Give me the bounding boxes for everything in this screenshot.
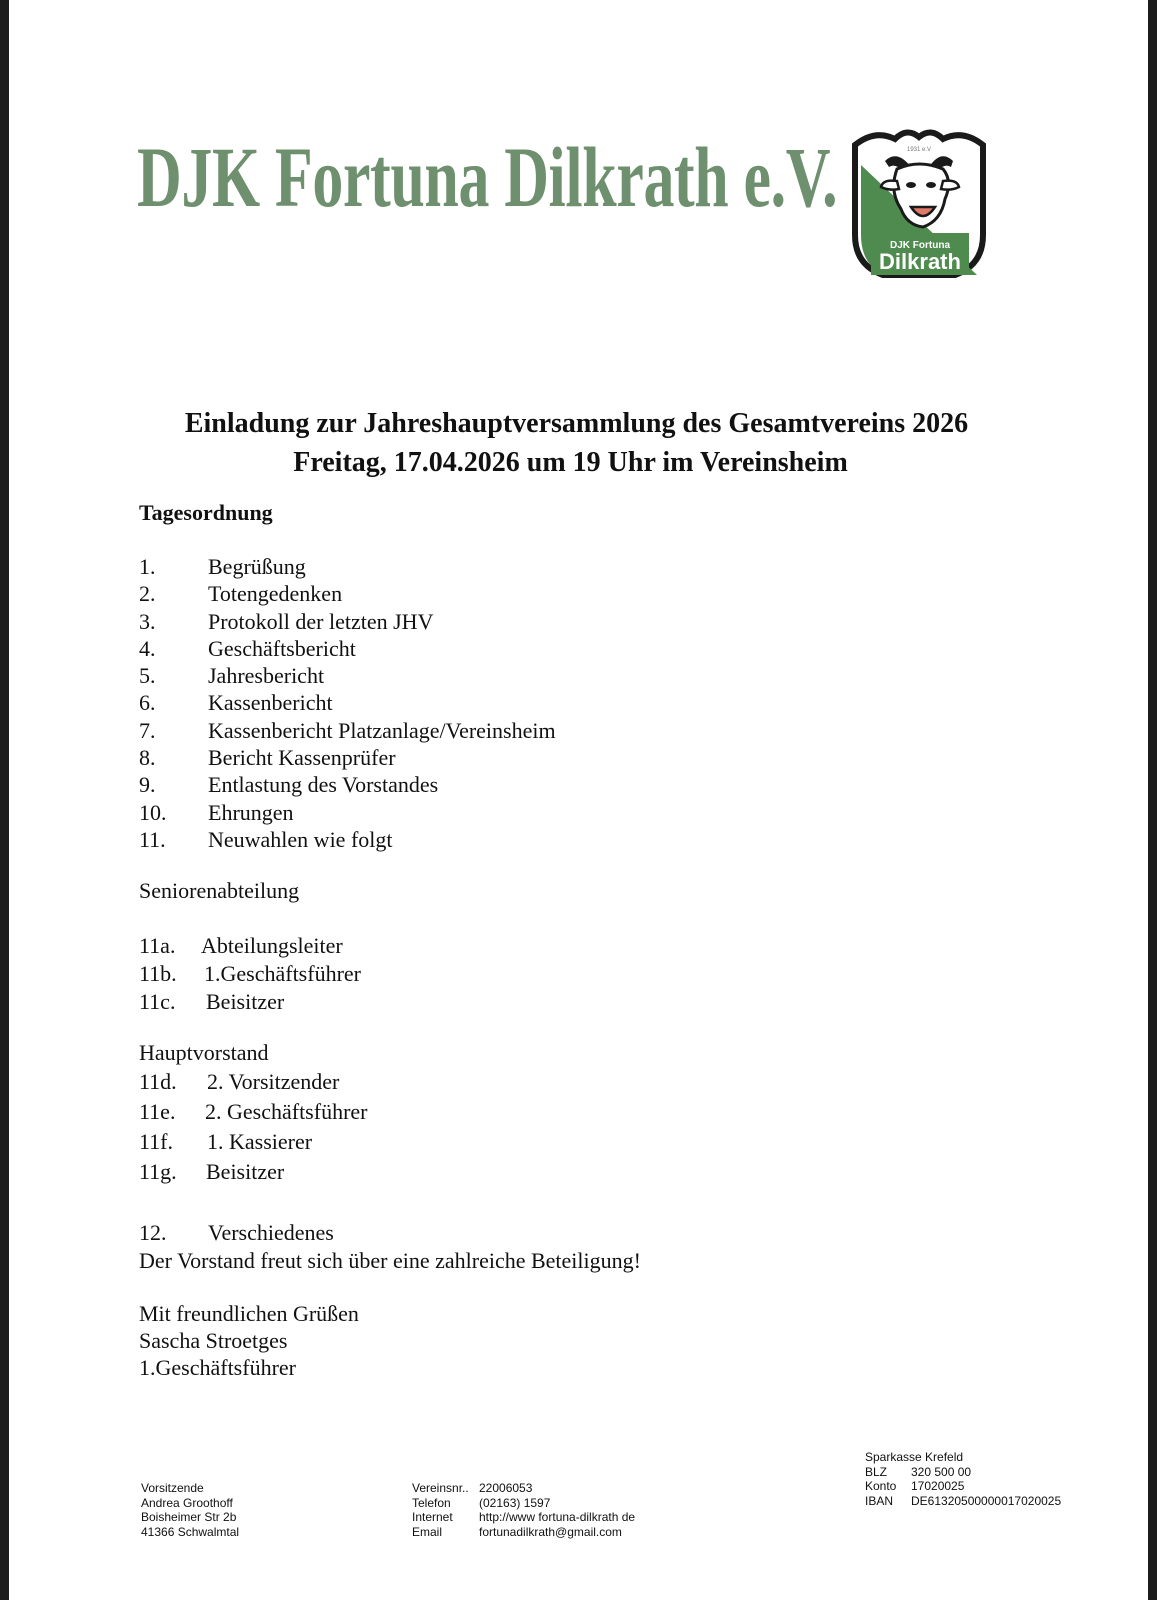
- chair-name: Andrea Groothoff: [141, 1495, 233, 1510]
- senioren-section-title: Seniorenabteilung: [139, 878, 300, 903]
- footer-bank: [865, 1450, 1061, 1508]
- goat-crest-icon: [845, 125, 993, 285]
- invitation-heading: Einladung zur Jahreshauptversammlung des Gesamtvereins 2026: [184, 408, 969, 439]
- contact-row: Vereinsnr.. 22006053: [412, 1481, 533, 1495]
- chair-street: Boisheimer Str 2b: [141, 1510, 237, 1524]
- invitation-date-line: Freitag, 17.04.2026 um 19 Uhr im Vereinsheim: [293, 447, 848, 478]
- footer-contact: [412, 1481, 635, 1539]
- agenda-title: Tagesordnung: [139, 500, 273, 525]
- bank-name: Sparkasse Krefeld: [865, 1450, 964, 1464]
- chair-city: 41366 Schwalmtal: [141, 1524, 240, 1539]
- bank-row: Konto 17020025: [865, 1479, 965, 1493]
- email-link[interactable]: fortunadilkrath@gmail.com: [479, 1524, 622, 1539]
- signer-name: Sascha Stroetges: [139, 1328, 288, 1353]
- website-link[interactable]: http://www fortuna-dilkrath de: [479, 1510, 636, 1524]
- closing-note: Der Vorstand freut sich über eine zahlreiche Beteiligung!: [139, 1248, 641, 1273]
- logo-main-text: Dilkrath: [879, 249, 961, 274]
- document-page: DJK Fortuna Dilkrath e.V. 1931 e.V DJK Fortuna Dilkrath Einladung zur Jahreshauptversammlung des Gesamtvereins 2026 Freitag, 17.04.2026 um 19 Uhr im Vereinsheim Tagesordnung 1. Begrüßung 2. Totengedenken 3. Protokoll der letzten JHV 4. Geschäftsbericht 5. Jahresbericht 6. Kassenbericht 7. Kassenbericht Platzanlage/Vereinsheim 8. Bericht Kassenprüfer 9. Entlastung des Vorstandes 10. Ehrungen 11. Neuwahlen wie folgt Seniorenabteilung 11a. Abteilungsleiter 11b. 1.Geschäftsführer 11c. Beisitzer Hauptvorstand 11d. 2. Vorsitzender 11e. 2. Geschäftsführer 11f. 1. Kassierer 11g. Beisitzer 12. Verschiedenes Der Vorstand freut sich über eine zahlreiche Beteiligung! Mit freundlichen Grüßen Sascha Stroetges 1.Geschäftsführer Vorsitzende Andrea Groothoff Boisheimer Str 2b 41366 Schwalmtal Vereinsnr.. 22006053 Telefon (02163) 1597 Internet http://www fortuna-dilkrath de Email fortunadilkrath@gmail.com Sparkasse Krefeld BLZ 320 500 00 Konto 17020025 IBAN DE61320500000017020025: [9, 0, 1148, 1600]
- bank-row: BLZ 320 500 00: [865, 1464, 972, 1479]
- logo-top-text: 1931 e.V: [906, 147, 932, 153]
- contact-row: Internet http://www fortuna-dilkrath de: [412, 1510, 636, 1524]
- hauptvorstand-section-title: Hauptvorstand: [139, 1040, 269, 1065]
- contact-row: Email fortunadilkrath@gmail.com: [412, 1524, 622, 1539]
- chair-label: Vorsitzende: [141, 1481, 204, 1495]
- signer-role: 1.Geschäftsführer: [139, 1355, 296, 1380]
- club-name-title: DJK Fortuna Dilkrath e.V.: [137, 129, 838, 225]
- bank-row: IBAN DE61320500000017020025: [865, 1493, 1062, 1508]
- club-logo: [845, 125, 993, 285]
- closing-greeting: Mit freundlichen Grüßen: [139, 1301, 359, 1326]
- contact-row: Telefon (02163) 1597: [412, 1495, 551, 1510]
- logo-sub-text: DJK Fortuna: [890, 240, 950, 251]
- footer-chair: [141, 1481, 239, 1539]
